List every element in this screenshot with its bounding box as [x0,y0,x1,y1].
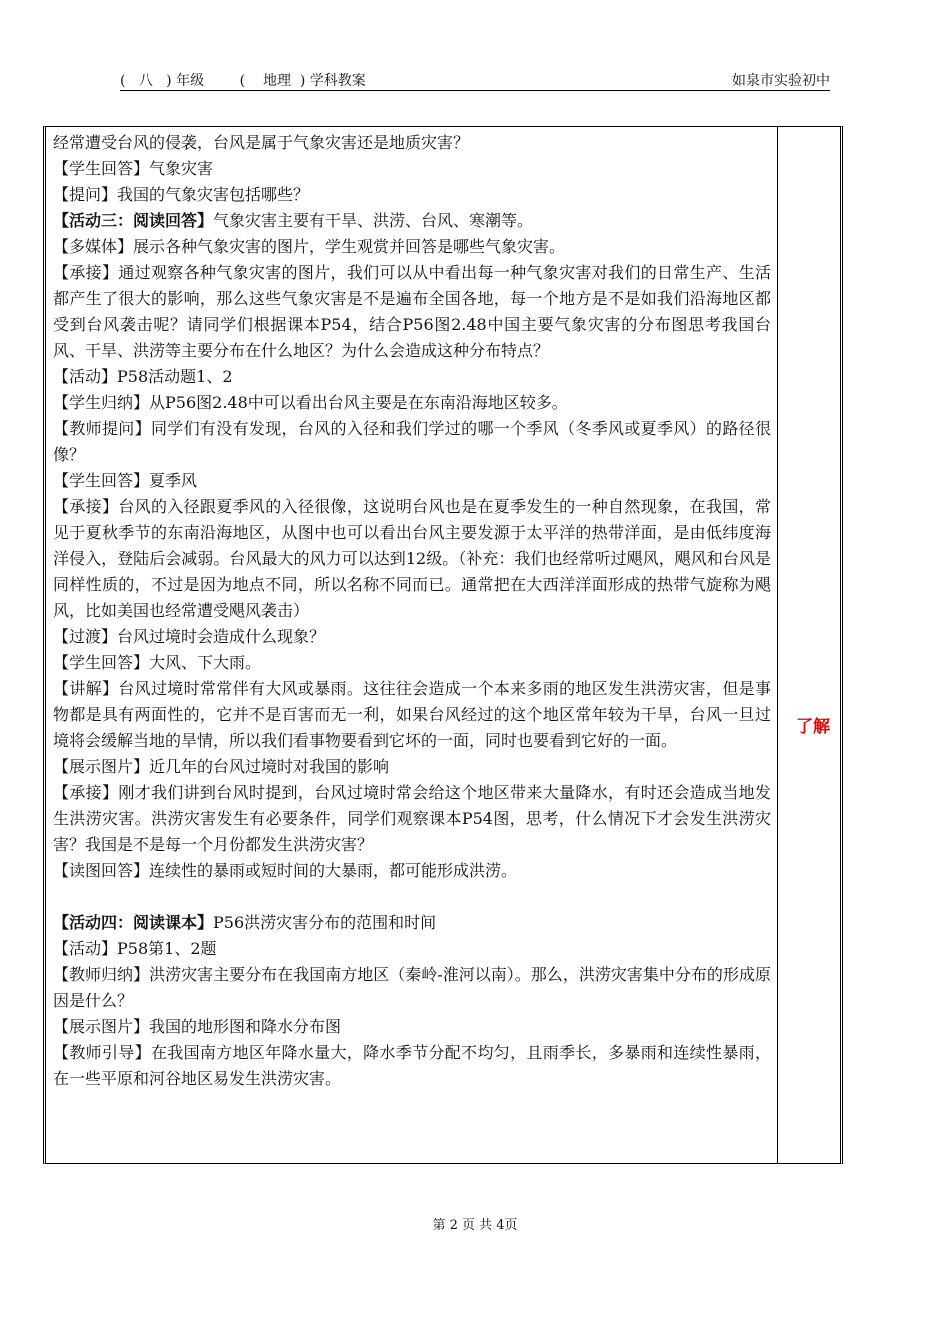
paragraph-text: 台风过境时会造成什么现象？ [117,627,326,646]
lesson-paragraph [53,754,771,780]
paragraph-tag: 【学生回答】 [53,159,150,178]
paragraph-tag: 【活动三：阅读回答】 [53,211,214,230]
paragraph-text: 夏季风 [149,471,198,490]
paragraph-text: 刚才我们讲到台风时提到，台风过境时常会给这个地区带来大量降水，有时还会造成当地发生洪涝灾害。洪涝灾害发生有必要条件，同学们观察课本P54图，思考，什么情况下才会发生洪涝灾害？我国是不是每一个月份都发生洪涝灾害？ [53,783,771,854]
paragraph-tag: 【承接】 [53,497,119,516]
lesson-paragraph [53,468,771,494]
lesson-paragraph [53,936,771,962]
lesson-paragraph [53,780,771,858]
paragraph-tag: 【教师提问】 [53,419,151,438]
paragraph-text: 在我国南方地区年降水量大，降水季节分配不均匀，且雨季长，多暴雨和连续性暴雨，在一些平原和河谷地区易发生洪涝灾害。 [53,1043,771,1088]
paragraph-text: 近几年的台风过境时对我国的影响 [149,757,390,776]
lesson-paragraph [53,234,771,260]
lesson-paragraph [53,416,771,468]
paragraph-tag: 【承接】 [53,783,119,802]
paragraph-text: 从P56图2.48中可以看出台风主要是在东南沿海地区较多。 [149,393,568,412]
paragraph-tag: 【活动】 [53,367,118,386]
paragraph-text: P58第1、2题 [117,939,217,958]
paragraph-text: 经常遭受台风的侵袭，台风是属于气象灾害还是地质灾害？ [53,133,470,152]
lesson-paragraph [53,494,771,624]
paragraph-tag: 【过渡】 [53,627,118,646]
lesson-paragraph [53,1040,771,1092]
paragraph-tag: 【展示图片】 [53,1017,150,1036]
table-column-divider [777,126,778,1164]
paragraph-tag: 【讲解】 [53,679,119,698]
paragraph-tag: 【活动】 [53,939,118,958]
paragraph-text: P56洪涝灾害分布的范围和时间 [213,913,437,932]
paragraph-text: 我国的地形图和降水分布图 [149,1017,342,1036]
paragraph-tag: 【承接】 [53,263,119,282]
paragraph-tag: 【学生回答】 [53,471,150,490]
paragraph-text: 洪涝灾害主要分布在我国南方地区（秦岭-淮河以南）。那么，洪涝灾害集中分布的形成原因是什么？ [53,965,771,1010]
paragraph-tag: 【活动四：阅读课本】 [53,913,214,932]
header-school-name: 如泉市实验初中 [732,73,830,89]
lesson-paragraph [53,910,771,936]
lesson-paragraph [53,650,771,676]
paragraph-text: 气象灾害主要有干旱、洪涝、台风、寒潮等。 [213,211,534,230]
page-header [120,66,830,91]
lesson-paragraph [53,624,771,650]
lesson-content [53,130,771,1092]
paragraph-text: 台风过境时常常伴有大风或暴雨。这往往会造成一个本来多雨的地区发生洪涝灾害，但是事物都是具有两面性的，它并不是百害而无一利，如果台风经过的这个地区常年较为干旱，台风一旦过境将会缓解当地的旱情，所以我们看事物要看到它坏的一面，同时也要看到它好的一面。 [53,679,771,750]
paragraph-tag: 【教师引导】 [53,1043,151,1062]
lesson-paragraph [53,130,771,156]
paragraph-tag: 【学生归纳】 [53,393,150,412]
side-note-understand: 了解 [796,717,830,737]
lesson-paragraph [53,260,771,364]
lesson-paragraph [53,156,771,182]
lesson-paragraph [53,208,771,234]
paragraph-tag: 【读图回答】 [53,861,150,880]
paragraph-text: 展示各种气象灾害的图片，学生观赏并回答是哪些气象灾害。 [133,237,566,256]
paragraph-tag: 【教师归纳】 [53,965,150,984]
paragraph-text: 台风的入径跟夏季风的入径很像，这说明台风也是在夏季发生的一种自然现象，在我国，常见于夏秋季节的东南沿海地区，从图中也可以看出台风主要发源于太平洋的热带洋面，是由低纬度海洋侵入，登陆后会减弱。台风最大的风力可以达到12级。（补充：我们也经常听过飓风，飓风和台风是同样性质的，不过是因为地点不同，所以名称不同而已。通常把在大西洋洋面形成的热带气旋称为飓风，比如美国也经常遭受飓风袭击） [53,497,771,620]
paragraph-text: 通过观察各种气象灾害的图片，我们可以从中看出每一种气象灾害对我们的日常生产、生活都产生了很大的影响，那么这些气象灾害是不是遍布全国各地，每一个地方是不是如我们沿海地区都受到台风袭击呢？请同学们根据课本P54，结合P56图2.48中国主要气象灾害的分布图思考我国台风、干旱、洪涝等主要分布在什么地区？为什么会造成这种分布特点？ [53,263,771,360]
paragraph-tag: 【学生回答】 [53,653,150,672]
lesson-paragraph [53,676,771,754]
paragraph-text: 大风、下大雨。 [149,653,262,672]
paragraph-tag: 【多媒体】 [53,237,134,256]
paragraph-text: P58活动题1、2 [117,367,233,386]
lesson-paragraph [53,858,771,884]
page-footer: 第 2 页 共 4页 [432,1218,518,1233]
paragraph-text: 我国的气象灾害包括哪些？ [117,185,310,204]
blank-line [53,884,771,910]
lesson-paragraph [53,364,771,390]
lesson-paragraph [53,182,771,208]
lesson-paragraph [53,390,771,416]
paragraph-text: 气象灾害 [149,159,214,178]
paragraph-tag: 【提问】 [53,185,118,204]
lesson-paragraph [53,1014,771,1040]
paragraph-tag: 【展示图片】 [53,757,150,776]
paragraph-text: 连续性的暴雨或短时间的大暴雨，都可能形成洪涝。 [149,861,518,880]
header-grade-subject: ( 八 ) 年级 ( 地理 ) 学科教案 [120,73,366,89]
lesson-paragraph [53,962,771,1014]
paragraph-text: 同学们有没有发现，台风的入径和我们学过的哪一个季风（冬季风或夏季风）的路径很像？ [53,419,771,464]
